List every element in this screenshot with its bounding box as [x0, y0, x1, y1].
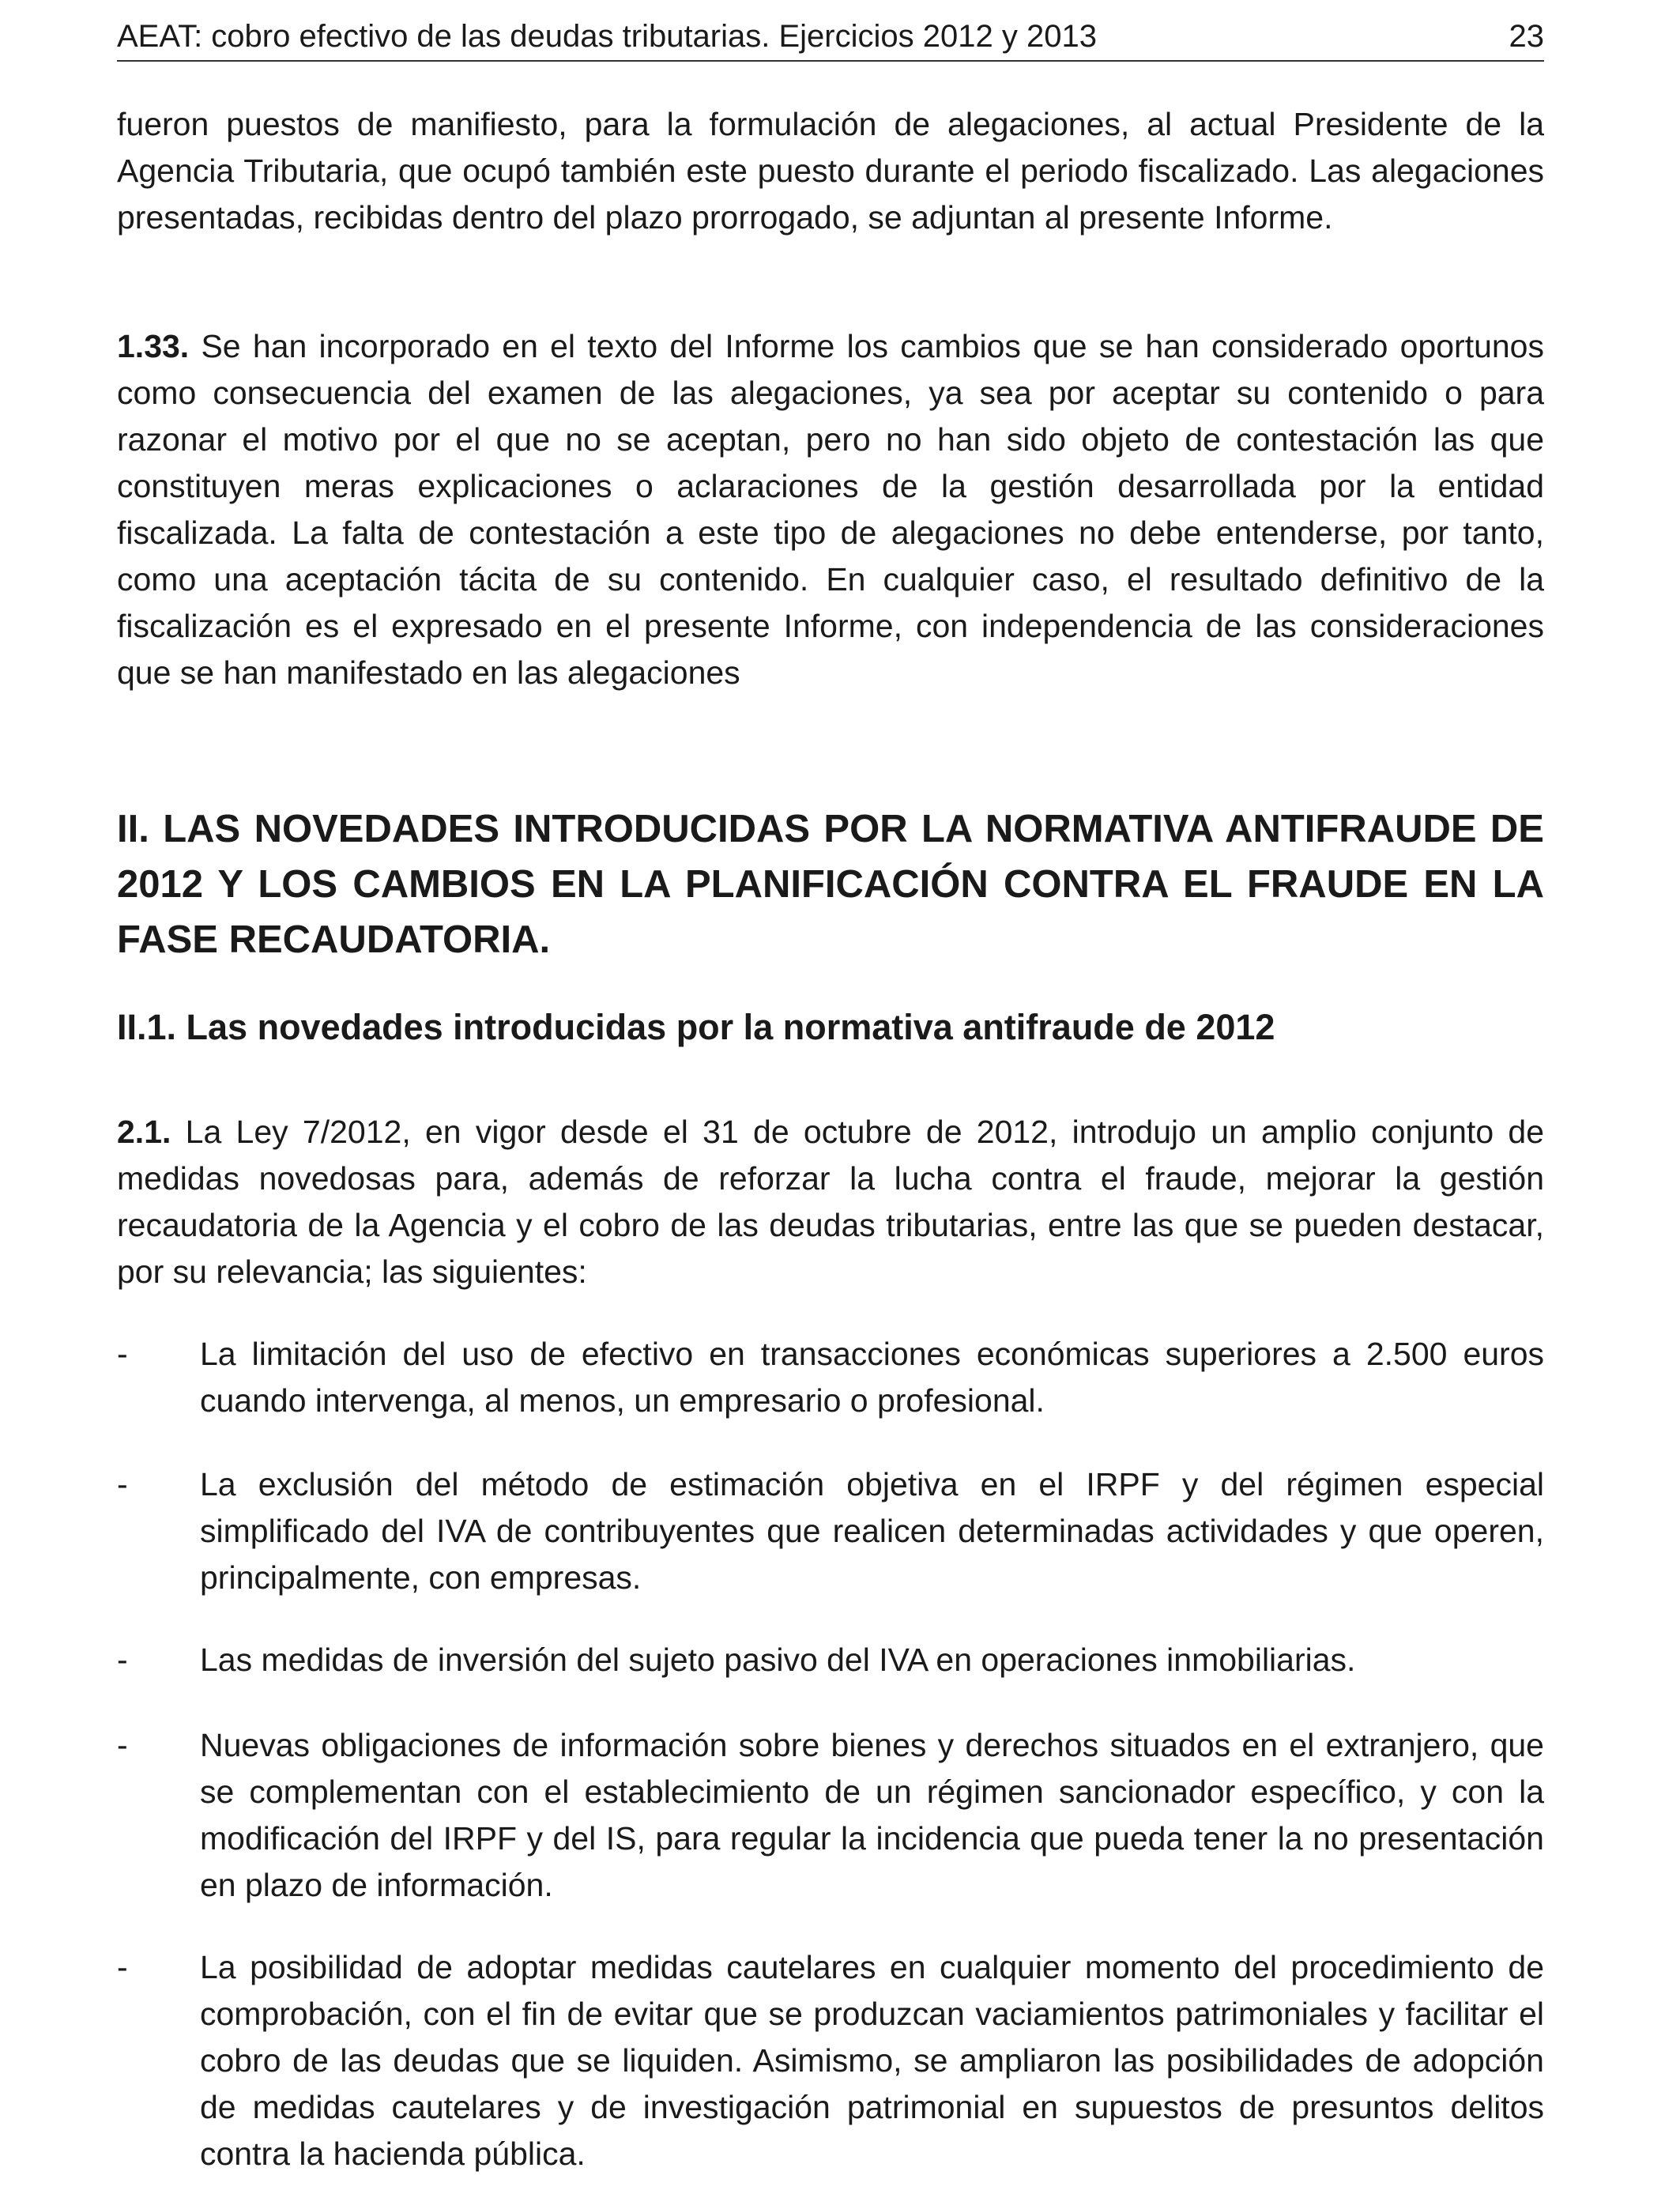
- bullet-marker: -: [117, 1949, 128, 1985]
- bullet-marker: -: [117, 1466, 128, 1502]
- paragraph-1-33: [117, 323, 1544, 696]
- paragraph-text: Se han incorporado en el texto del Informe los cambios que se han considerado oportunos como consecuencia del examen de las alegaciones, ya sea por aceptar su contenido o para razonar el motivo por el que no se aceptan, pero no han sido objeto de contestación las que constituyen meras explicaciones o aclaraciones de la gestión desarrollada por la entidad fiscalizada. La falta de contestación a este tipo de alegaciones no debe entenderse, por tanto, como una aceptación tácita de su contenido. En cualquier caso, el resultado definitivo de la fiscalización es el expresado en el presente Informe, con independencia de las consideraciones que se han manifestado en las alegaciones: [117, 328, 1544, 691]
- list-item-text: La exclusión del método de estimación objetiva en el IRPF y del régimen especial simplificado del IVA de contribuyentes que realicen determinadas actividades y que operen, principalmente, con empresas.: [200, 1466, 1544, 1596]
- running-header: [117, 16, 1544, 62]
- bullet-marker: -: [117, 1642, 128, 1678]
- paragraph-intro: fueron puestos de manifiesto, para la formulación de alegaciones, al actual Presidente de la Agencia Tributaria, que ocupó también este puesto durante el periodo fiscalizado. Las alegaciones presentadas, recibidas dentro del plazo prorrogado, se adjuntan al presente Informe.: [117, 106, 1544, 236]
- paragraph-number: 1.33.: [117, 328, 190, 364]
- section-heading: II. LAS NOVEDADES INTRODUCIDAS POR LA NORMATIVA ANTIFRAUDE DE 2012 Y LOS CAMBIOS EN LA PLANIFICACIÓN CONTRA EL FRAUDE EN LA FASE RECAUDATORIA.: [117, 808, 1544, 961]
- header-title: AEAT: cobro efectivo de las deudas tributarias. Ejercicios 2012 y 2013: [117, 19, 1097, 54]
- page-number: 23: [1509, 19, 1544, 54]
- subsection-heading: II.1. Las novedades introducidas por la normativa antifraude de 2012: [117, 1007, 1275, 1047]
- list-item-text: Las medidas de inversión del sujeto pasivo del IVA en operaciones inmobiliarias.: [200, 1642, 1356, 1678]
- paragraph-text: La Ley 7/2012, en vigor desde el 31 de octubre de 2012, introdujo un amplio conjunto de medidas novedosas para, además de reforzar la lucha contra el fraude, mejorar la gestión recaudatoria de la Agencia y el cobro de las deudas tributarias, entre las que se pueden destacar, por su relevancia; las siguientes:: [117, 1114, 1544, 1290]
- bullet-marker: -: [117, 1336, 128, 1372]
- bullet-marker: -: [117, 1727, 128, 1763]
- list-item-text: La posibilidad de adoptar medidas cautelares en cualquier momento del procedimiento de comprobación, con el fin de evitar que se produzcan vaciamientos patrimoniales y facilitar el cobro de las deudas que se liquiden. Asimismo, se ampliaron las posibilidades de adopción de medidas cautelares y de investigación patrimonial en supuestos de presuntos delitos contra la hacienda pública.: [200, 1949, 1544, 2172]
- list-item-text: La limitación del uso de efectivo en transacciones económicas superiores a 2.500 euros cuando intervenga, al menos, un empresario o profesional.: [200, 1336, 1544, 1419]
- paragraph-number: 2.1.: [117, 1114, 171, 1150]
- paragraph-2-1: [117, 1109, 1544, 1295]
- list-item-text: Nuevas obligaciones de información sobre bienes y derechos situados en el extranjero, que se complementan con el establecimiento de un régimen sancionador específico, y con la modificación del IRPF y del IS, para regular la incidencia que pueda tener la no presentación en plazo de información.: [200, 1727, 1544, 1903]
